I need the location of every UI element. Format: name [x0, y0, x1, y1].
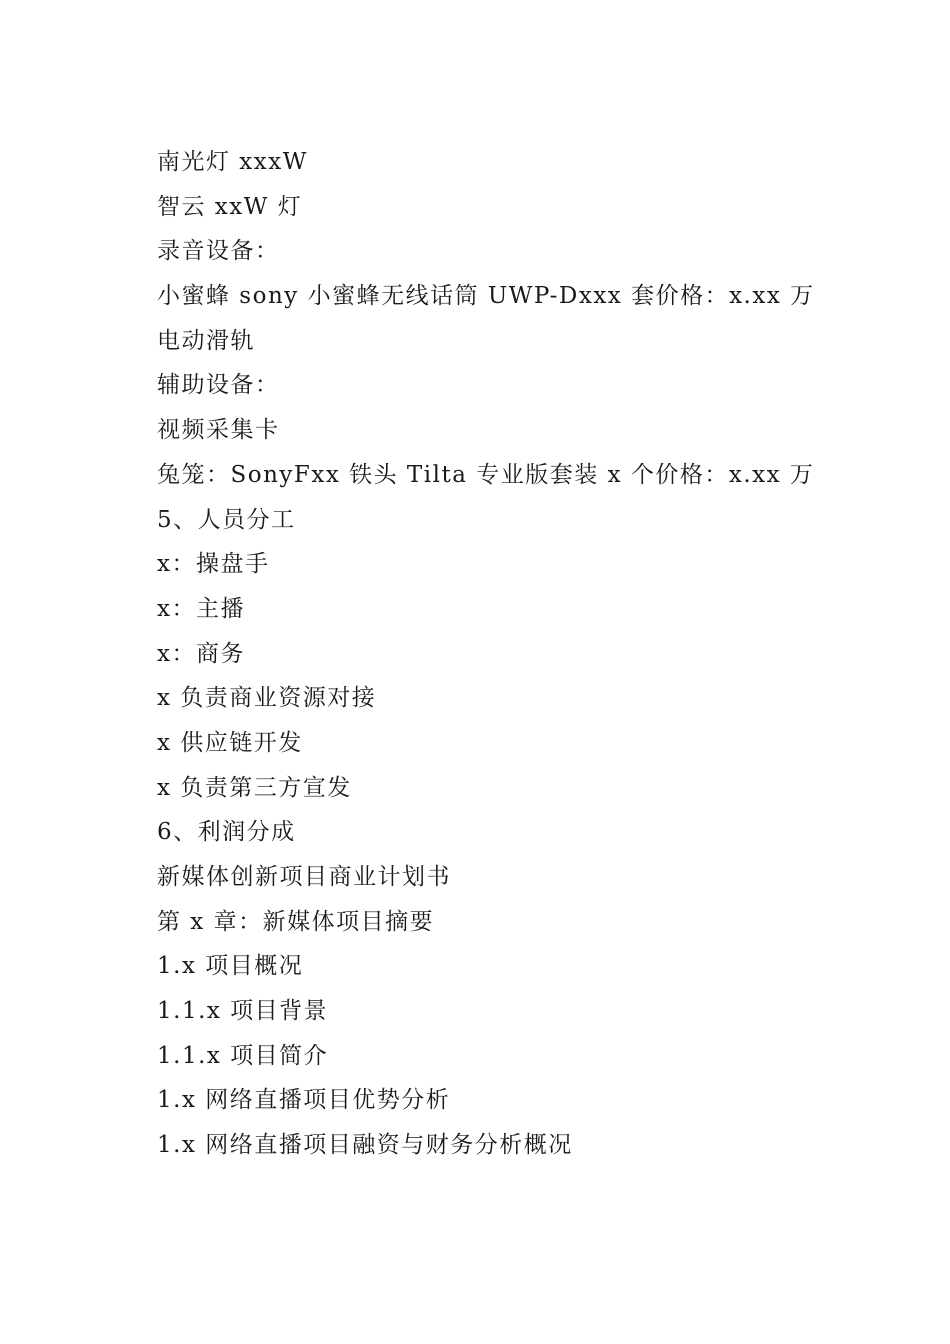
text-line: 录音设备：	[157, 238, 280, 265]
document-title: 新媒体创新项目商业计划书	[157, 864, 451, 890]
text-line: 南光灯 xxxW	[157, 149, 308, 175]
section-heading: 6、利润分成	[157, 819, 296, 846]
text-line: 视频采集卡	[157, 417, 280, 444]
text-line: x：主播	[157, 595, 245, 622]
text-line: x：商务	[157, 640, 245, 667]
text-line: x 负责第三方宣发	[157, 774, 352, 801]
text-line: 兔笼：SonyFxx 铁头 Tilta 专业版套装 x 个价格：x.xx 万	[157, 461, 815, 488]
text-line: x：操盘手	[157, 551, 270, 578]
text-line: 电动滑轨	[157, 327, 255, 354]
text-line: x 供应链开发	[157, 729, 303, 756]
chapter-heading: 第 x 章：新媒体项目摘要	[157, 908, 435, 935]
text-line: 辅助设备：	[157, 372, 280, 399]
section-heading: 5、人员分工	[157, 506, 296, 533]
text-line: 智云 xxW 灯	[157, 193, 303, 220]
toc-entry: 1.1.x 项目背景	[157, 998, 329, 1025]
toc-entry: 1.x 网络直播项目融资与财务分析概况	[157, 1132, 573, 1159]
toc-entry: 1.x 项目概况	[157, 953, 304, 980]
text-line: 小蜜蜂 sony 小蜜蜂无线话筒 UWP-Dxxx 套价格：x.xx 万	[157, 283, 815, 310]
text-line: x 负责商业资源对接	[157, 685, 377, 712]
toc-entry: 1.1.x 项目简介	[157, 1042, 329, 1069]
document-body	[157, 140, 857, 1168]
toc-entry: 1.x 网络直播项目优势分析	[157, 1087, 451, 1114]
